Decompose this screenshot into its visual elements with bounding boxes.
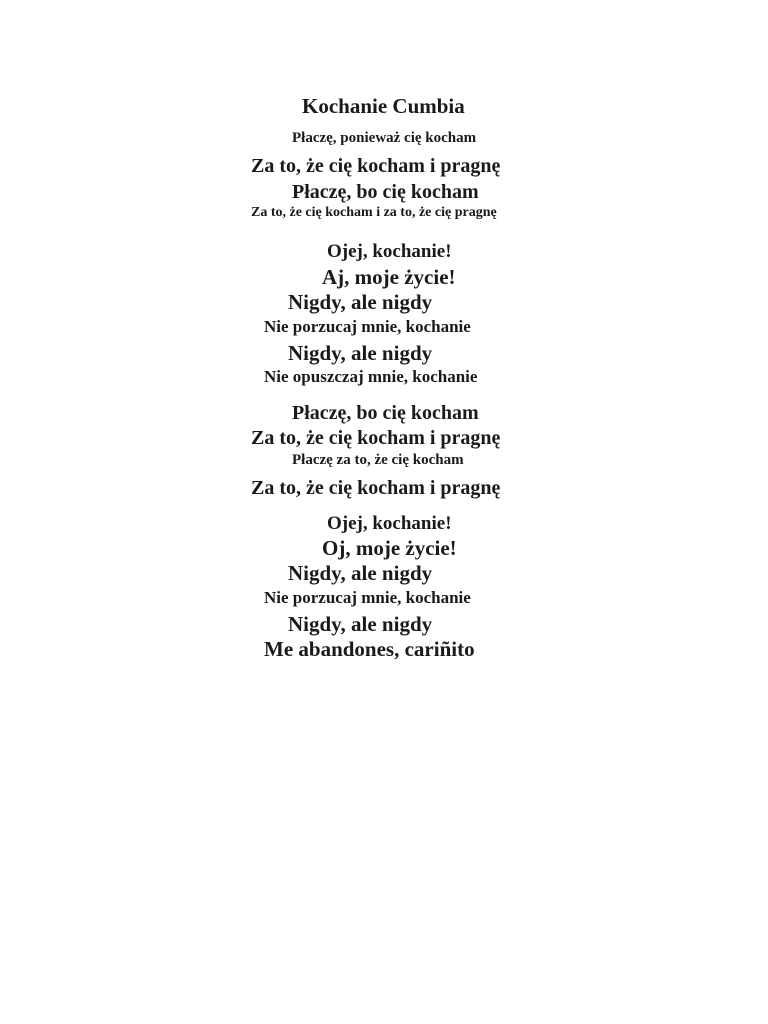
lyric-line: Nigdy, ale nigdy [288, 612, 433, 636]
lyric-line: Za to, że cię kocham i pragnę [251, 477, 501, 499]
lyric-line: Nie opuszczaj mnie, kochanie [264, 367, 478, 386]
lyric-line: Nigdy, ale nigdy [288, 290, 433, 314]
lyric-line: Za to, że cię kocham i za to, że cię pragnę [251, 205, 497, 220]
lyric-line: Za to, że cię kocham i pragnę [251, 427, 501, 449]
lyric-line: Nigdy, ale nigdy [288, 561, 433, 585]
lyric-line: Ojej, kochanie! [327, 513, 452, 534]
lyric-line: Nigdy, ale nigdy [288, 341, 433, 365]
lyric-line: Me abandones, cariñito [264, 637, 475, 661]
lyric-line: Nie porzucaj mnie, kochanie [264, 588, 471, 607]
lyric-line: Za to, że cię kocham i pragnę [251, 155, 501, 177]
lyric-line: Oj, moje życie! [322, 536, 457, 560]
song-title: Kochanie Cumbia [302, 94, 465, 118]
lyric-line: Nie porzucaj mnie, kochanie [264, 317, 471, 336]
lyric-line: Płaczę, ponieważ cię kocham [292, 130, 477, 146]
lyric-line: Aj, moje życie! [322, 265, 456, 289]
lyric-line: Ojej, kochanie! [327, 241, 452, 262]
lyric-line: Płaczę, bo cię kocham [292, 181, 479, 203]
lyric-line: Płaczę za to, że cię kocham [292, 452, 464, 468]
lyric-line: Płaczę, bo cię kocham [292, 402, 479, 424]
